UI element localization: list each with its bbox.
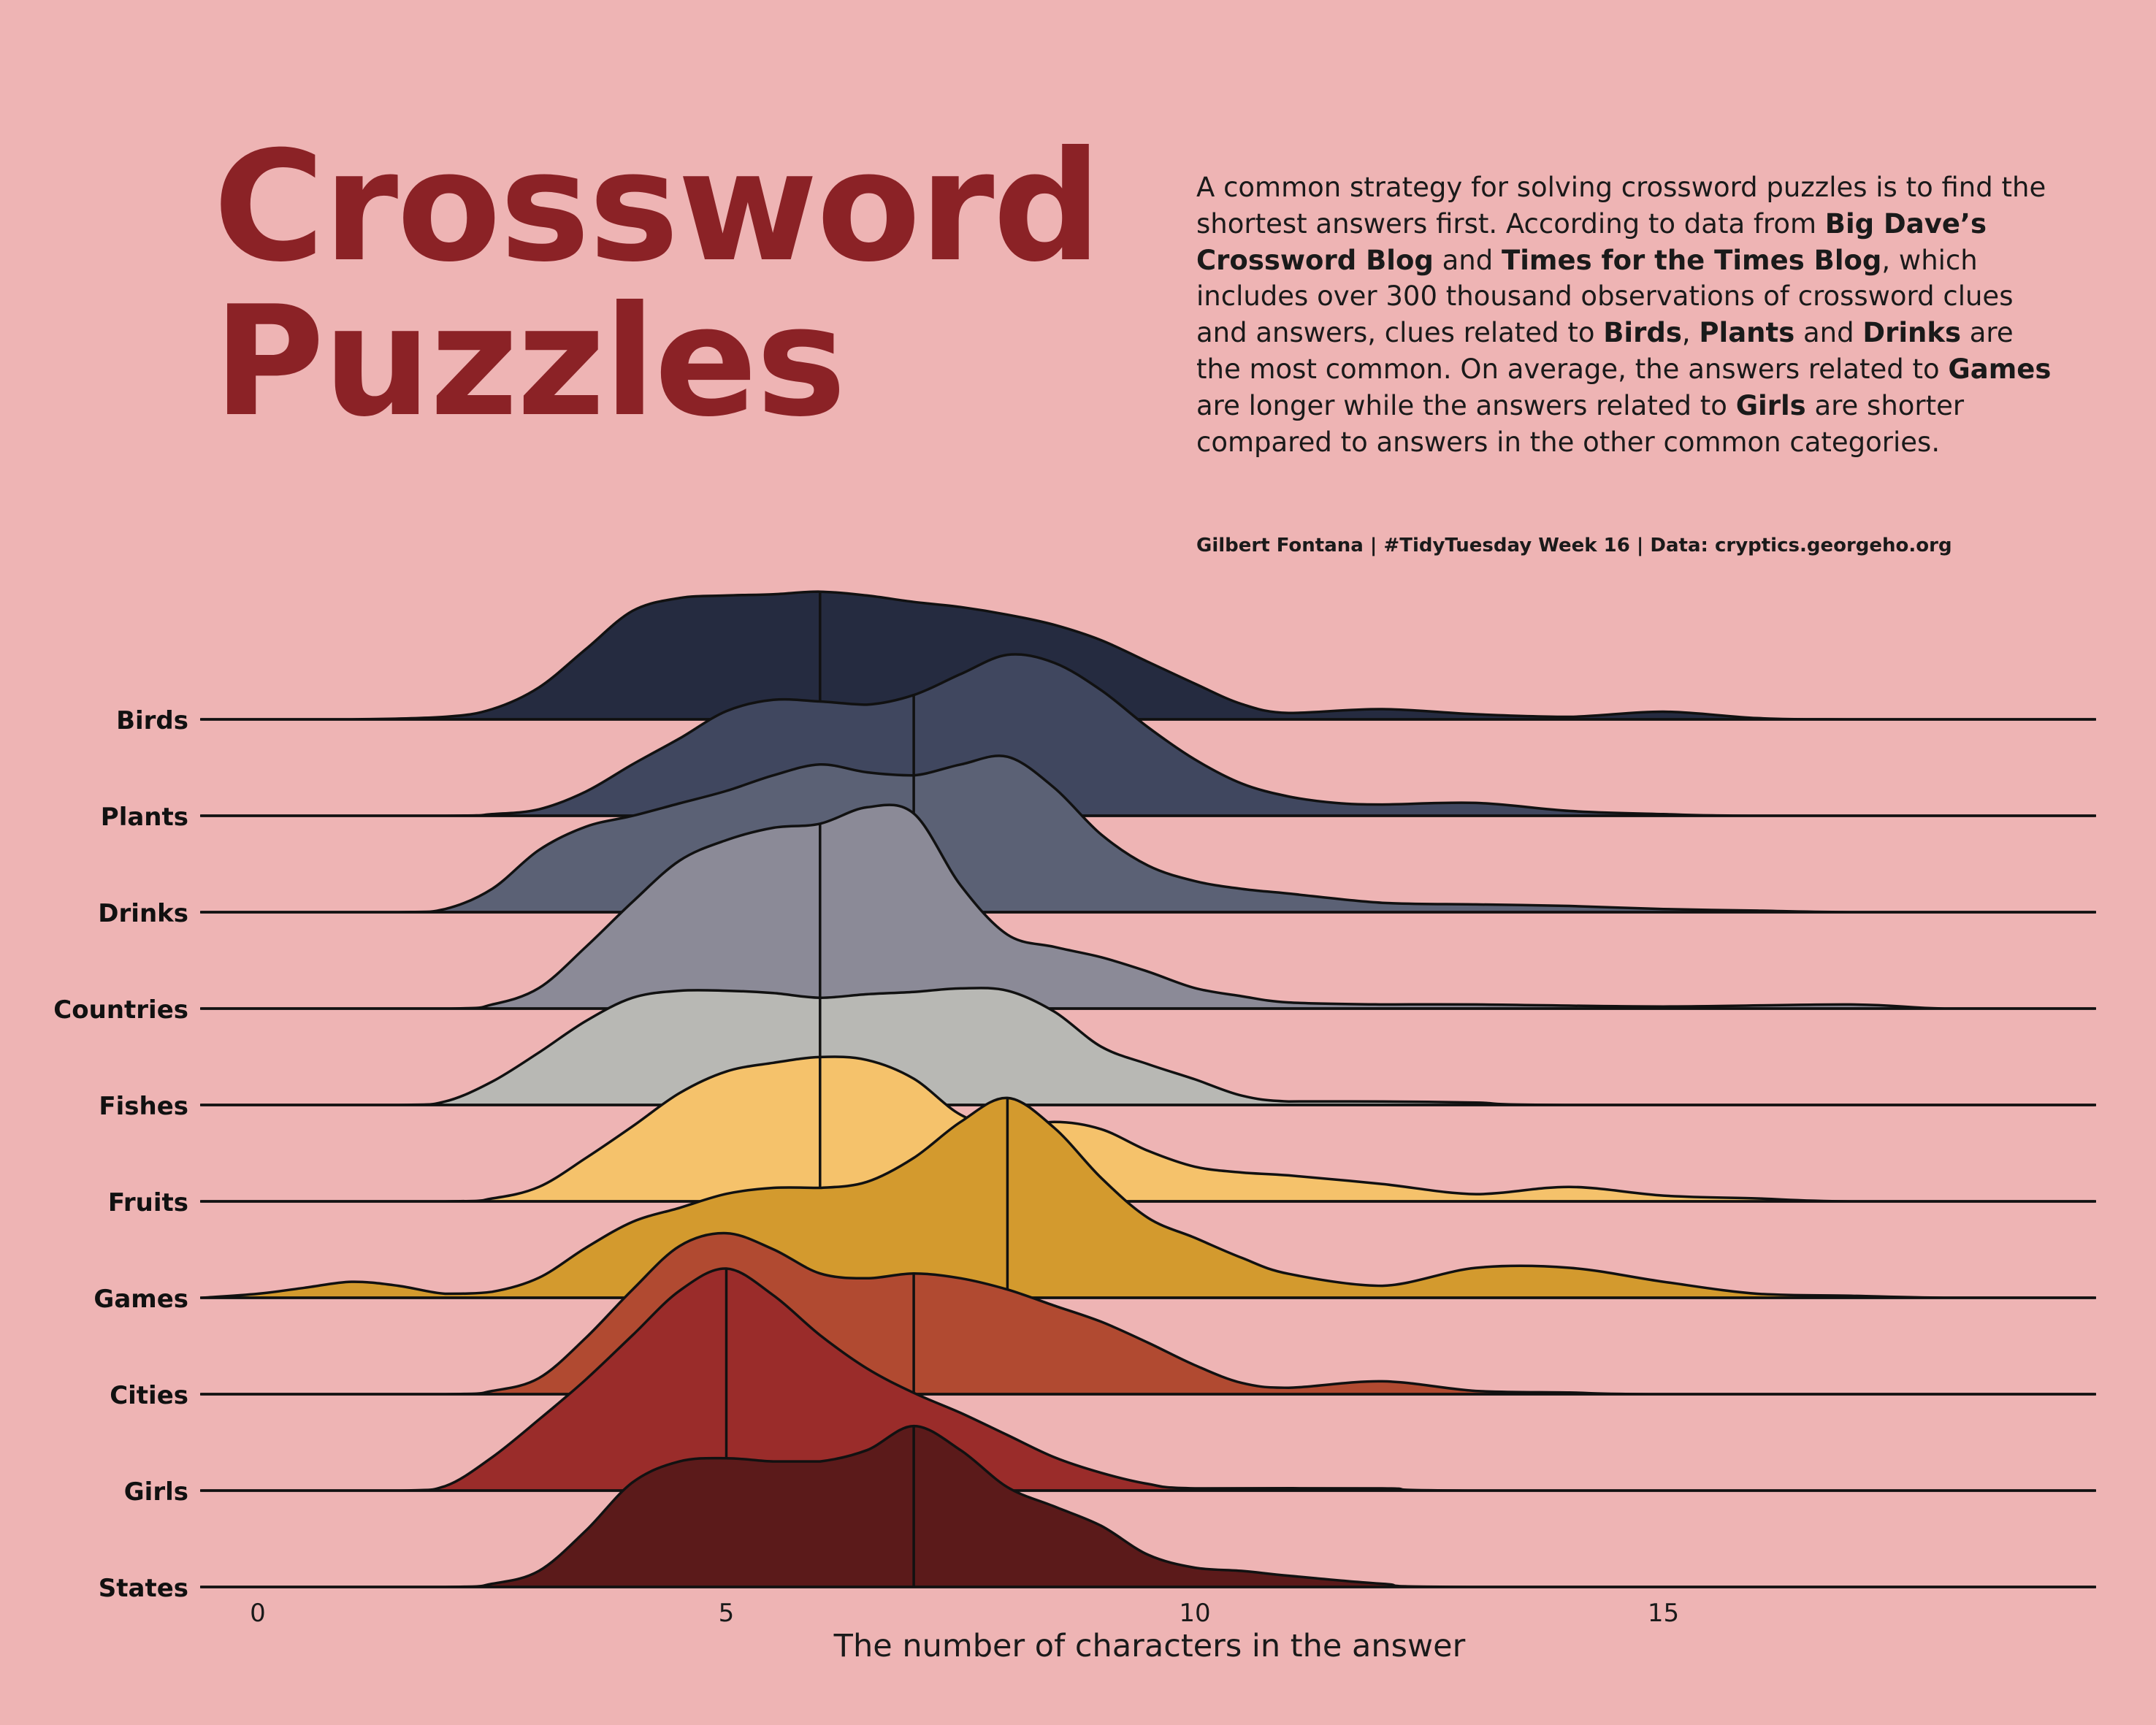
description-bold-run: Games xyxy=(1948,353,2052,385)
description-bold-run: Plants xyxy=(1699,317,1795,349)
density-area-birds xyxy=(202,592,2095,719)
description-bold-run: Drinks xyxy=(1862,317,1961,349)
description-run: , xyxy=(1681,317,1700,349)
title-line-1: Crossword xyxy=(213,119,1101,296)
category-label-cities: Cities xyxy=(110,1381,188,1410)
description-run: A common strategy for solving crossword puzzles is to find the shortest answers first. According to data from xyxy=(1196,172,2046,240)
category-label-girls: Girls xyxy=(123,1477,188,1507)
density-area-states xyxy=(202,1426,2095,1587)
category-label-drinks: Drinks xyxy=(98,899,188,928)
description-run: and xyxy=(1794,317,1863,349)
category-label-games: Games xyxy=(93,1285,188,1314)
x-axis-label: The number of characters in the answer xyxy=(833,1628,1466,1664)
category-label-countries: Countries xyxy=(53,995,188,1025)
x-tick-label: 0 xyxy=(250,1599,266,1628)
category-label-birds: Birds xyxy=(116,706,188,735)
ridges-layer xyxy=(200,592,2096,1587)
description-run: are shorter compared to answers in the other common categories. xyxy=(1196,389,1965,458)
x-tick-label: 5 xyxy=(718,1599,735,1628)
title-line-2: Puzzles xyxy=(213,274,845,451)
caption-credits: Gilbert Fontana | #TidyTuesday Week 16 | Data: cryptics.georgeho.org xyxy=(1196,535,1952,556)
description-run: , which includes over 300 thousand observations of crossword clues and answers, clues related to xyxy=(1196,244,2014,349)
x-axis-ticks xyxy=(250,1599,1679,1628)
description-bold-run: Girls xyxy=(1735,389,1806,421)
category-label-states: States xyxy=(98,1574,188,1603)
description-run: are the most common. On average, the answers related to xyxy=(1196,317,2014,385)
category-label-fruits: Fruits xyxy=(107,1188,188,1217)
description-run: and xyxy=(1433,244,1502,276)
description-bold-run: Times for the Times Blog xyxy=(1502,244,1882,276)
category-label-plants: Plants xyxy=(100,803,188,832)
category-label-fishes: Fishes xyxy=(99,1092,188,1121)
ridge-states xyxy=(200,1426,2096,1587)
x-tick-label: 10 xyxy=(1179,1599,1211,1628)
description-run: are longer while the answers related to xyxy=(1196,389,1736,421)
category-labels xyxy=(53,706,188,1603)
ridge-birds xyxy=(200,592,2096,719)
description-bold-run: Birds xyxy=(1603,317,1682,349)
x-tick-label: 15 xyxy=(1647,1599,1680,1628)
description-bold-run: Big Dave’s Crossword Blog xyxy=(1196,207,1987,276)
